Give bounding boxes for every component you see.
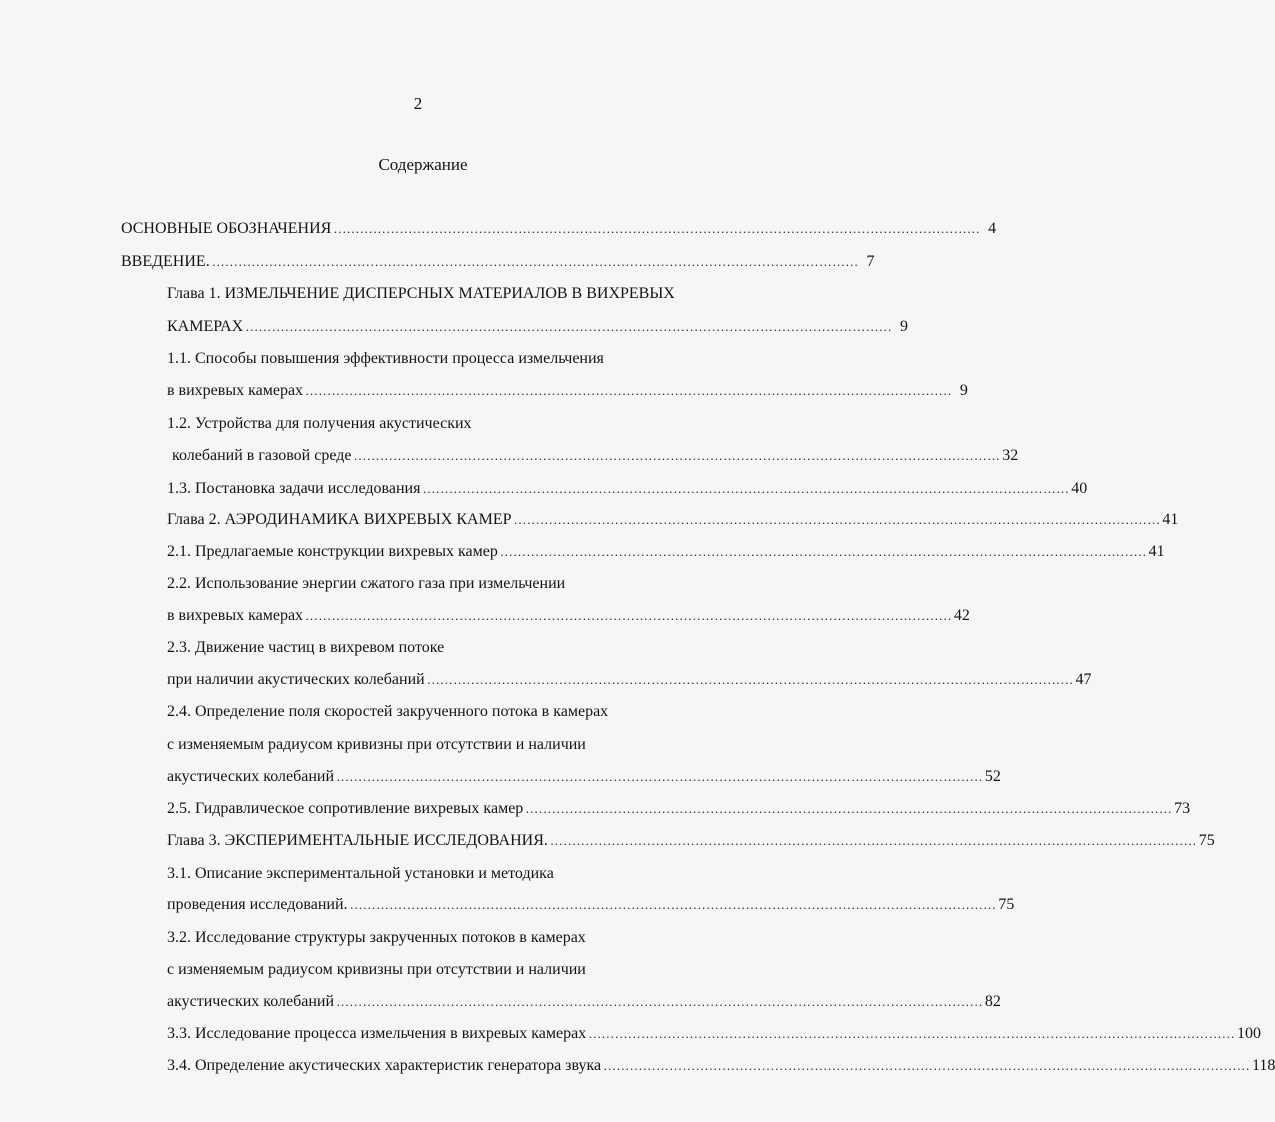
toc-entry-page: 118 [1251,1057,1275,1074]
toc-entry-page: 100 [1237,1025,1261,1042]
toc-entry-page: 7 [866,253,875,270]
toc-entry-title: ВВЕДЕНИЕ. [121,253,210,270]
toc-entry-page: 41 [1162,511,1179,528]
toc-entry [121,219,997,239]
toc-entry-page: 40 [1071,480,1088,497]
toc-entry [167,638,727,658]
toc-entry-title: 3.4. Определение акустических характеристик генератора звука [167,1057,602,1074]
toc-entry [167,574,727,594]
toc-entry-title: Глава 3. ЭКСПЕРИМЕНТАЛЬНЫЕ ИССЛЕДОВАНИЯ. [167,832,548,849]
toc-entry-title: 2.3. Движение частиц в вихревом потоке [167,639,445,656]
toc-entry-title: 1.3. Постановка задачи исследования [167,480,421,497]
toc-entry-page: 42 [953,607,970,624]
toc-entry-title: в вихревых камерах [167,382,304,399]
toc-entry-title: 2.2. Использование энергии сжатого газа при измельчении [167,575,566,592]
leader-dots: ………………………………………………………………………………………………………………………………… [353,448,1001,463]
toc-entry-page: 32 [1002,447,1019,464]
toc-entry-title: 3.3. Исследование процесса измельчения в вихревых камерах [167,1025,587,1042]
toc-entry-page: 9 [900,318,908,335]
toc-entry [172,446,1019,466]
toc-entry-page: 47 [1075,671,1092,688]
leader-dots: ………………………………………………………………………………………………………………………………… [349,897,997,912]
toc-entry [167,831,1215,851]
leader-dots: ………………………………………………………………………………………………………………………………… [549,833,1197,848]
page-number: 2 [413,94,423,113]
leader-dots: ………………………………………………………………………………………………………………………………… [211,254,859,269]
leader-dots: ………………………………………………………………………………………………………………………………… [525,801,1173,816]
toc-entry-page: 82 [984,993,1001,1010]
leader-dots: ………………………………………………………………………………………………………………………………… [426,672,1074,687]
leader-dots: ………………………………………………………………………………………………………………………………… [305,608,952,623]
toc-entry-page: 75 [1198,832,1215,849]
toc-entry-title: 3.2. Исследование структуры закрученных потоков в камерах [167,929,586,946]
leader-dots: ………………………………………………………………………………………………………………………………… [245,319,892,334]
leader-dots: ………………………………………………………………………………………………………………………………… [603,1058,1250,1073]
toc-entry [167,767,1001,787]
toc-entry [167,992,1001,1012]
toc-entry-title: проведения исследований. [167,896,348,913]
toc-entry-title: 2.4. Определение поля скоростей закрученного потока в камерах [167,703,609,720]
toc-heading: Содержание [378,155,468,174]
toc-entry-title: акустических колебаний [167,768,335,785]
toc-entry [167,479,1088,499]
toc-entry-title: Глава 1. ИЗМЕЛЬЧЕНИЕ ДИСПЕРСНЫХ МАТЕРИАЛОВ В ВИХРЕВЫХ [167,285,675,302]
toc-entry-title: с изменяемым радиусом кривизны при отсутствии и наличии [167,736,586,753]
toc-entry-title: 3.1. Описание экспериментальной установки и методика [167,865,554,882]
toc-entry [167,928,727,948]
toc-entry [167,284,727,304]
toc-entry-page: 9 [959,382,968,399]
leader-dots: ………………………………………………………………………………………………………………………………… [336,994,983,1009]
toc-entry-title: 1.2. Устройства для получения акустических [167,415,472,432]
toc-entry [167,670,1092,690]
toc-entry-title: 2.1. Предлагаемые конструкции вихревых камер [167,543,498,560]
toc-entry [167,381,968,401]
leader-dots: ………………………………………………………………………………………………………………………………… [422,481,1070,496]
toc-entry [121,252,875,272]
toc-entry-title: с изменяемым радиусом кривизны при отсутствии и наличии [167,961,586,978]
leader-dots: ………………………………………………………………………………………………………………………………… [588,1026,1235,1041]
leader-dots: ………………………………………………………………………………………………………………………………… [513,512,1161,527]
toc-entry-page: 41 [1148,543,1165,560]
leader-dots: ………………………………………………………………………………………………………………………………… [333,221,981,236]
toc-entry-title: Глава 2. АЭРОДИНАМИКА ВИХРЕВЫХ КАМЕР [167,511,512,528]
toc-entry [167,542,1165,562]
toc-entry-title: в вихревых камерах [167,607,304,624]
toc-entry [167,510,1179,530]
toc-entry-title: КАМЕРАХ [167,318,244,335]
toc-entry [167,702,727,722]
toc-entry-page: 75 [998,896,1015,913]
leader-dots: ………………………………………………………………………………………………………………………………… [499,544,1147,559]
toc-entry [167,799,1191,819]
toc-entry-title: при наличии акустических колебаний [167,671,425,688]
toc-entry-title: 1.1. Способы повышения эффективности процесса измельчения [167,350,604,367]
leader-dots: ………………………………………………………………………………………………………………………………… [336,769,983,784]
toc-entry-page: 52 [984,768,1001,785]
toc-entry [167,606,970,626]
toc-entry-title: колебаний в газовой среде [172,447,352,464]
toc-entry-title: ОСНОВНЫЕ ОБОЗНАЧЕНИЯ [121,220,332,237]
leader-dots: ………………………………………………………………………………………………………………………………… [305,383,952,398]
toc-entry-page: 4 [988,220,997,237]
toc-entry-page: 73 [1174,800,1191,817]
toc-entry [167,349,727,369]
toc-entry [167,960,727,980]
toc-entry [167,1056,1275,1076]
toc-entry [167,895,1015,915]
toc-entry [167,1024,1261,1044]
toc-entry-title: 2.5. Гидравлическое сопротивление вихревых камер [167,800,524,817]
toc-entry [167,864,727,884]
toc-entry [167,735,727,755]
toc-entry-title: акустических колебаний [167,993,335,1010]
toc-entry [167,414,727,434]
toc-entry [167,317,908,337]
